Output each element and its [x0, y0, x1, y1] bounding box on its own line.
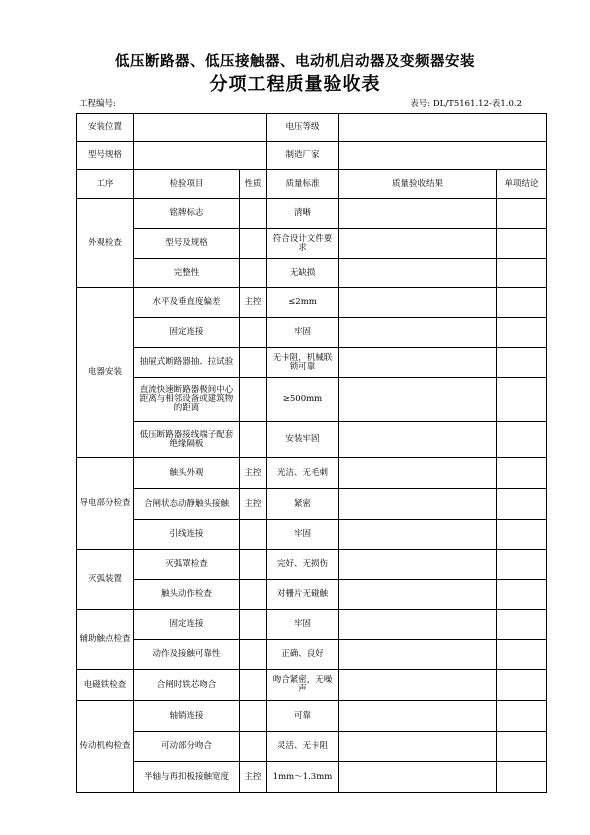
standard-cell: 光洁、无毛刺 — [267, 458, 339, 489]
table-row — [77, 348, 547, 378]
conclusion-cell[interactable] — [497, 229, 547, 259]
conclusion-cell[interactable] — [497, 610, 547, 640]
item-cell: 引线连接 — [134, 520, 240, 550]
nature-cell: 主控 — [240, 489, 267, 520]
item-cell: 低压断路器接线端子配套绝缘隔板 — [134, 422, 240, 458]
conclusion-cell[interactable] — [497, 701, 547, 732]
item-cell: 灭弧罩检查 — [134, 550, 240, 580]
conclusion-cell[interactable] — [497, 762, 547, 793]
conclusion-cell[interactable] — [497, 259, 547, 288]
result-cell[interactable] — [339, 670, 497, 701]
table-row — [77, 762, 547, 793]
table-row — [77, 422, 547, 458]
result-cell[interactable] — [339, 580, 497, 610]
nature-cell — [240, 520, 267, 550]
item-cell: 触头外观 — [134, 458, 240, 489]
item-cell: 合闸状态动静触头接触 — [134, 489, 240, 520]
result-cell[interactable] — [339, 732, 497, 762]
item-cell: 半轴与再扣板接触宽度 — [134, 762, 240, 793]
table-row — [77, 670, 547, 701]
table-row — [77, 458, 547, 489]
result-cell[interactable] — [339, 520, 497, 550]
acceptance-table — [76, 113, 547, 793]
item-cell: 抽屉式断路器抽、拉试验 — [134, 348, 240, 378]
result-cell[interactable] — [339, 318, 497, 348]
standard-cell: 符合设计文件要求 — [267, 229, 339, 259]
install-location-field[interactable] — [134, 114, 267, 142]
nature-cell — [240, 318, 267, 348]
result-cell[interactable] — [339, 550, 497, 580]
item-cell: 可动部分吻合 — [134, 732, 240, 762]
result-cell[interactable] — [339, 259, 497, 288]
nature-cell — [240, 640, 267, 670]
item-cell: 轴销连接 — [134, 701, 240, 732]
item-cell: 直流快速断路器极间中心距离与相邻设备或建筑物的距离 — [134, 378, 240, 422]
result-cell[interactable] — [339, 489, 497, 520]
table-row — [77, 550, 547, 580]
info-row-2 — [77, 142, 547, 170]
standard-cell: 无缺损 — [267, 259, 339, 288]
page-title: 分项工程质量验收表 — [209, 74, 381, 95]
standard-cell: 可靠 — [267, 701, 339, 732]
conclusion-cell[interactable] — [497, 640, 547, 670]
result-cell[interactable] — [339, 640, 497, 670]
item-cell: 合闸时铁芯吻合 — [134, 670, 240, 701]
item-cell: 水平及垂直度偏差 — [134, 288, 240, 318]
table-row — [77, 318, 547, 348]
conclusion-cell[interactable] — [497, 378, 547, 422]
standard-cell: 完好、无损伤 — [267, 550, 339, 580]
table-row — [77, 259, 547, 288]
item-cell: 完整性 — [134, 259, 240, 288]
process-cell: 灭弧装置 — [77, 550, 134, 610]
nature-cell — [240, 550, 267, 580]
manufacturer-label: 制造厂家 — [267, 142, 339, 170]
manufacturer-field[interactable] — [339, 142, 547, 170]
voltage-field[interactable] — [339, 114, 547, 142]
nature-cell: 主控 — [240, 288, 267, 318]
table-row — [77, 640, 547, 670]
process-cell: 电器安装 — [77, 288, 134, 458]
standard-cell: 牢固 — [267, 520, 339, 550]
conclusion-cell[interactable] — [497, 732, 547, 762]
table-row — [77, 229, 547, 259]
col-process: 工序 — [77, 170, 134, 199]
nature-cell — [240, 422, 267, 458]
table-row — [77, 580, 547, 610]
nature-cell — [240, 610, 267, 640]
result-cell[interactable] — [339, 288, 497, 318]
conclusion-cell[interactable] — [497, 520, 547, 550]
conclusion-cell[interactable] — [497, 318, 547, 348]
result-cell[interactable] — [339, 199, 497, 229]
item-cell: 型号及规格 — [134, 229, 240, 259]
table-row — [77, 520, 547, 550]
standard-cell: ≤2mm — [267, 288, 339, 318]
nature-cell — [240, 378, 267, 422]
result-cell[interactable] — [339, 458, 497, 489]
form-number: 表号: DL/T5161.12-表1.0.2 — [410, 99, 522, 109]
nature-cell — [240, 199, 267, 229]
conclusion-cell[interactable] — [497, 348, 547, 378]
table-row — [77, 378, 547, 422]
col-conclusion: 单项结论 — [497, 170, 547, 199]
process-cell: 传动机构检查 — [77, 701, 134, 793]
model-field[interactable] — [134, 142, 267, 170]
table-row — [77, 610, 547, 640]
standard-cell: 灵活、无卡阻 — [267, 732, 339, 762]
nature-cell — [240, 701, 267, 732]
table-row — [77, 701, 547, 732]
standard-cell: 吻合紧密，无噪声 — [267, 670, 339, 701]
nature-cell — [240, 732, 267, 762]
result-cell[interactable] — [339, 610, 497, 640]
process-cell: 辅助触点检查 — [77, 610, 134, 670]
col-item: 检验项目 — [134, 170, 240, 199]
info-row-1 — [77, 114, 547, 142]
col-result: 质量验收结果 — [339, 170, 497, 199]
standard-cell: 安装牢固 — [267, 422, 339, 458]
table-row — [77, 489, 547, 520]
table-row — [77, 199, 547, 229]
standard-cell: 牢固 — [267, 318, 339, 348]
standard-cell: 1mm～1.3mm — [267, 762, 339, 793]
nature-cell — [240, 580, 267, 610]
result-cell[interactable] — [339, 422, 497, 458]
nature-cell — [240, 348, 267, 378]
conclusion-cell[interactable] — [497, 288, 547, 318]
conclusion-cell[interactable] — [497, 458, 547, 489]
title-line-1: 低压断路器、低压接触器、电动机启动器及变频器安装 — [115, 53, 475, 70]
standard-cell: 对栅片无碰触 — [267, 580, 339, 610]
nature-cell: 主控 — [240, 458, 267, 489]
standard-cell: 正确、良好 — [267, 640, 339, 670]
result-cell[interactable] — [339, 378, 497, 422]
item-cell: 铭牌标志 — [134, 199, 240, 229]
nature-cell: 主控 — [240, 762, 267, 793]
standard-cell: 清晰 — [267, 199, 339, 229]
process-cell: 外观检查 — [77, 199, 134, 288]
conclusion-cell[interactable] — [497, 670, 547, 701]
conclusion-cell[interactable] — [497, 550, 547, 580]
col-standard: 质量标准 — [267, 170, 339, 199]
standard-cell: 无卡阻，机械联锁可靠 — [267, 348, 339, 378]
process-cell: 电磁铁检查 — [77, 670, 134, 701]
table-row — [77, 288, 547, 318]
nature-cell — [240, 670, 267, 701]
conclusion-cell[interactable] — [497, 580, 547, 610]
table-row — [77, 732, 547, 762]
result-cell[interactable] — [339, 762, 497, 793]
conclusion-cell[interactable] — [497, 199, 547, 229]
standard-cell: 牢固 — [267, 610, 339, 640]
voltage-label: 电压等级 — [267, 114, 339, 142]
standard-cell: 紧密 — [267, 489, 339, 520]
result-cell[interactable] — [339, 701, 497, 732]
standard-cell: ≥500mm — [267, 378, 339, 422]
col-nature: 性质 — [240, 170, 267, 199]
result-cell[interactable] — [339, 348, 497, 378]
install-location-label: 安装位置 — [77, 114, 134, 142]
item-cell: 动作及接触可靠性 — [134, 640, 240, 670]
item-cell: 触头动作检查 — [134, 580, 240, 610]
conclusion-cell[interactable] — [497, 489, 547, 520]
result-cell[interactable] — [339, 229, 497, 259]
item-cell: 固定连接 — [134, 610, 240, 640]
model-label: 型号规格 — [77, 142, 134, 170]
item-cell: 固定连接 — [134, 318, 240, 348]
project-number-label: 工程编号: — [79, 99, 116, 109]
process-cell: 导电部分检查 — [77, 458, 134, 550]
column-header-row — [77, 170, 547, 199]
conclusion-cell[interactable] — [497, 422, 547, 458]
nature-cell — [240, 259, 267, 288]
nature-cell — [240, 229, 267, 259]
